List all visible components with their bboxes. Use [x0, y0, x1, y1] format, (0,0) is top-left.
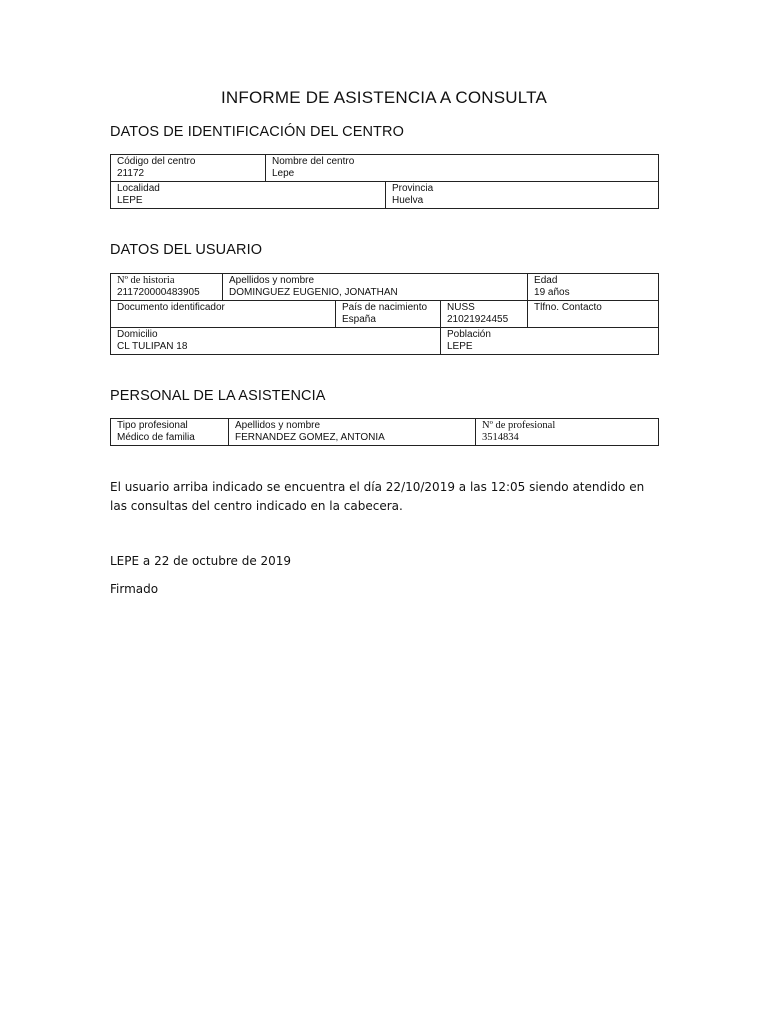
- tipo-profesional-cell: [111, 419, 229, 446]
- personal-apellidos-cell: [229, 419, 476, 446]
- document-title: INFORME DE ASISTENCIA A CONSULTA: [220, 88, 547, 107]
- pais-label: País de nacimiento: [342, 302, 428, 313]
- tlfno-label: Tlfno. Contacto: [534, 302, 602, 313]
- numero-profesional-label: Nº de profesional: [482, 420, 556, 431]
- table-row: [111, 328, 659, 355]
- historia-label: Nº de historia: [117, 275, 175, 286]
- documento-label: Documento identificador: [117, 302, 225, 313]
- usuario-apellidos-cell: [223, 274, 528, 301]
- poblacion-cell: [441, 328, 659, 355]
- usuario-apellidos-label: Apellidos y nombre: [229, 275, 315, 286]
- provincia-cell: [386, 182, 659, 209]
- centro-section-heading: DATOS DE IDENTIFICACIÓN DEL CENTRO: [110, 124, 404, 140]
- personal-section-heading: PERSONAL DE LA ASISTENCIA: [110, 388, 326, 404]
- nombre-centro-label: Nombre del centro: [272, 156, 355, 167]
- tipo-profesional-value: Médico de familia: [117, 432, 195, 443]
- place-date: LEPE a 22 de octubre de 2019: [110, 554, 292, 568]
- usuario-section-heading: DATOS DEL USUARIO: [110, 242, 263, 258]
- tipo-profesional-label: Tipo profesional: [117, 420, 188, 431]
- table-row: [111, 419, 659, 446]
- poblacion-label: Población: [447, 329, 491, 340]
- localidad-label: Localidad: [117, 183, 160, 194]
- provincia-label: Provincia: [392, 183, 434, 194]
- personal-table: [110, 418, 659, 446]
- poblacion-value: LEPE: [447, 341, 473, 352]
- codigo-value: 21172: [117, 168, 145, 179]
- documento-cell: [111, 301, 336, 328]
- domicilio-label: Domicilio: [117, 329, 158, 340]
- nombre-centro-value: Lepe: [272, 168, 295, 179]
- localidad-cell: [111, 182, 386, 209]
- signed-label: Firmado: [110, 582, 159, 596]
- table-row: [111, 301, 659, 328]
- codigo-cell: [111, 155, 266, 182]
- localidad-value: LEPE: [117, 195, 143, 206]
- nuss-label: NUSS: [447, 302, 475, 313]
- provincia-value: Huelva: [392, 195, 424, 206]
- edad-label: Edad: [534, 275, 558, 286]
- edad-value: 19 años: [534, 287, 570, 298]
- nuss-cell: [441, 301, 528, 328]
- personal-apellidos-value: FERNANDEZ GOMEZ, ANTONIA: [235, 432, 385, 443]
- nuss-value: 21021924455: [447, 314, 509, 325]
- codigo-label: Código del centro: [117, 156, 196, 167]
- historia-cell: [111, 274, 223, 301]
- numero-profesional-cell: [476, 419, 659, 446]
- usuario-table: [110, 273, 659, 355]
- nombre-centro-cell: [266, 155, 659, 182]
- table-row: [111, 155, 659, 182]
- historia-value: 211720000483905: [117, 287, 200, 298]
- usuario-apellidos-value: DOMINGUEZ EUGENIO, JONATHAN: [229, 287, 398, 298]
- table-row: [111, 182, 659, 209]
- centro-table: [110, 154, 659, 209]
- attendance-statement: El usuario arriba indicado se encuentra el día 22/10/2019 a las 12:05 siendo atendido en las consultas del centro indicado en la cabecera.: [110, 480, 645, 513]
- numero-profesional-value: 3514834: [482, 432, 519, 443]
- tlfno-cell: [528, 301, 659, 328]
- personal-apellidos-label: Apellidos y nombre: [235, 420, 321, 431]
- edad-cell: [528, 274, 659, 301]
- table-row: [111, 274, 659, 301]
- domicilio-value: CL TULIPAN 18: [117, 341, 188, 352]
- pais-value: España: [342, 314, 376, 325]
- domicilio-cell: [111, 328, 441, 355]
- pais-cell: [336, 301, 441, 328]
